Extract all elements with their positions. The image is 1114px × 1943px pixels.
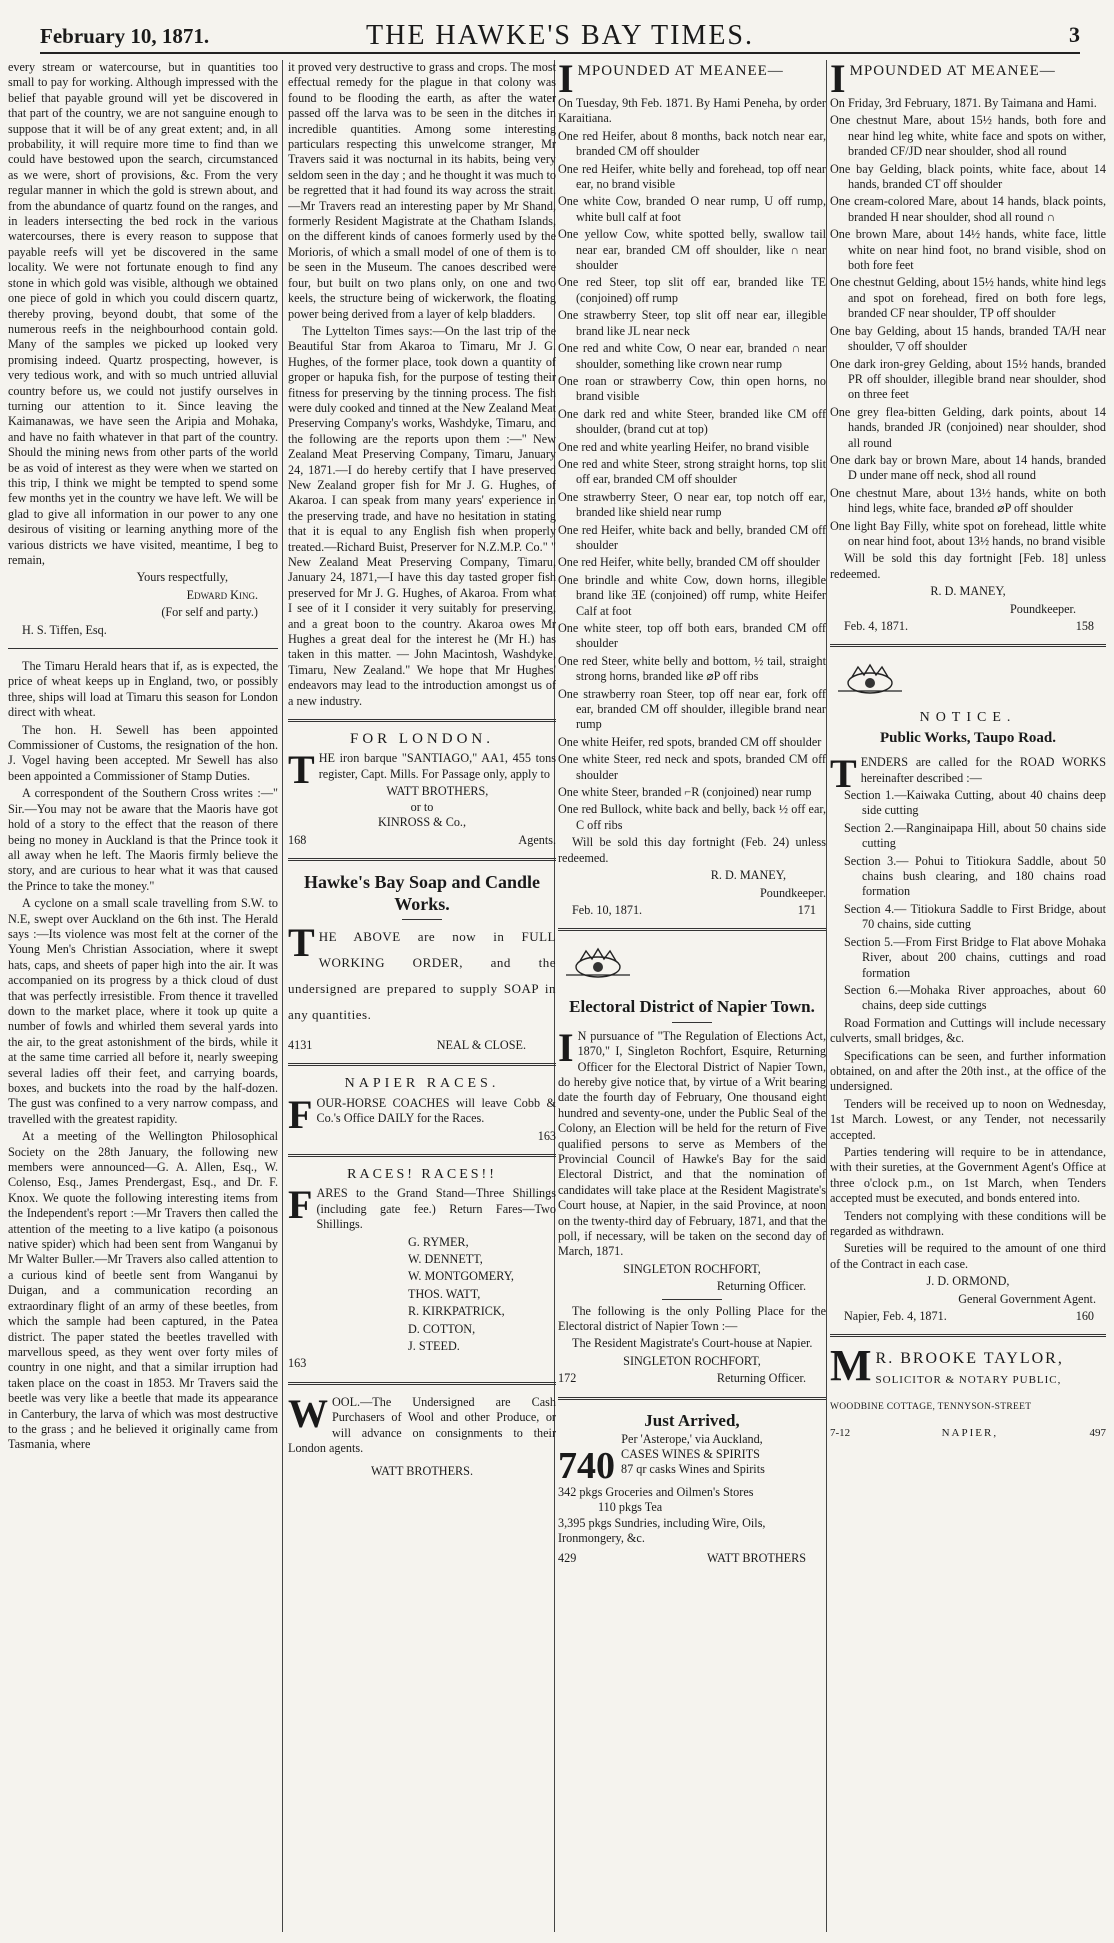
list-item: One chestnut Mare, about 15½ hands, both fore and near hind leg white, white face and spots on wither, branded CF/JD near shoulder, shod all round (830, 113, 1106, 159)
notice-date: Feb. 4, 1871. (844, 619, 908, 633)
sale-notice: Will be sold this day fortnight (Feb. 24) unless redeemed. (558, 835, 826, 865)
list-item: One strawberry roan Steer, top off near ear, fork off ear, branded CM off shoulder, illegible brand near rump (558, 686, 826, 732)
notice-intro: On Friday, 3rd February, 1871. By Taimana and Hami. (830, 96, 1097, 110)
letter-party: (For self and party.) (161, 605, 258, 620)
drop-cap: W (288, 1390, 328, 1436)
divider (830, 644, 1106, 647)
list-item: One red Steer, white belly and bottom, ½ tail, straight strong horns, branded like ⌀P off ribs (558, 653, 826, 684)
newspaper-title: THE HAWKE'S BAY TIMES. (366, 20, 754, 51)
officer-title: Returning Officer. (716, 1371, 806, 1386)
ad-for-london (288, 732, 556, 848)
agent-name: WATT BROTHERS, (386, 784, 489, 799)
ad-line: CASES WINES & SPIRITS (621, 1447, 760, 1462)
impounded-notice-feb9 (558, 60, 826, 918)
divider (662, 1299, 722, 1300)
solicitor-address: WOODBINE COTTAGE, TENNYSON-STREET (830, 1402, 1032, 1413)
notice-paragraph: Parties tendering will require to be in attendance, with their sureties, at the Government Agent's Office at three o'clock p.m., on 1st March, when Tenders accepted must be executed, and bonds entered into. (830, 1144, 1106, 1206)
agent-or: or to (410, 799, 434, 814)
ad-body: ARES to the Grand Stand—Three Shillings (including gate fee.) Return Fares—Two Shillings. (316, 1186, 556, 1232)
ad-title: FOR LONDON. (349, 731, 494, 748)
list-item: One red Heifer, white belly and forehead, top off near ear, no brand visible (558, 161, 826, 192)
drop-cap: M (830, 1341, 872, 1391)
ad-title: Hawke's Bay Soap and Candle Works. (303, 871, 541, 914)
polling-place: The Resident Magistrate's Court-house at Napier. (572, 1336, 813, 1351)
drop-cap: F (288, 1182, 313, 1228)
list-item: One red Heifer, white back and belly, branded CM off shoulder (558, 522, 826, 552)
ad-brooke-taylor (830, 1341, 1106, 1441)
ad-firm: NEAL & CLOSE. (436, 1037, 526, 1052)
impounded-list (558, 129, 826, 833)
list-item: One light Bay Filly, white spot on forehead, little white on near hind foot, about 13½ hands, no brand visible (830, 518, 1106, 548)
ad-number: 160 (1075, 1309, 1094, 1324)
divider (558, 1397, 826, 1400)
divider (558, 928, 826, 931)
committee-member: W. MONTGOMERY, (408, 1269, 514, 1284)
list-item: One red and white yearling Heifer, no brand visible (558, 439, 809, 454)
notice-body: ENDERS are called for the ROAD WORKS hereinafter described :— (860, 755, 1106, 785)
committee-member: J. STEED. (408, 1339, 460, 1353)
drop-cap: I (558, 1024, 574, 1070)
impounded-list (830, 113, 1106, 549)
divider (8, 648, 278, 649)
ad-number: 158 (1075, 619, 1094, 633)
notice-date: Feb. 10, 1871. (572, 902, 643, 917)
notice-title: NOTICE. (919, 709, 1017, 725)
column-rule (282, 60, 283, 1932)
ad-subtitle: Per 'Asterope,' via Auckland, (621, 1431, 763, 1446)
ad-wool (288, 1390, 556, 1480)
article-beetle-continued: it proved very destructive to grass and crops. The most effectual remedy for the plague in that colony was found to be flooding the earth, as after the water passed off the larva was to be seen in the ditches in incredible quantities. Among some interesting particulars respecting this unwelcome stranger, Mr Travers said it was nocturnal in its habits, being very seldom seen in the day ; and he thought it was much to be regretted that it had found its way across the strait.—Mr Travers read an interesting paper by Mr Shand, formerly Resident Magistrate at the Chatham Islands, on the different kinds of canoes formerly used by the Morioris, of which a small model of one of them is to be seen in the Museum. The canoes described were four, but built on two plans only, on one and two keels, the structure being of wickerwork, the floating power being derived from a layer of kelp bladders. (288, 60, 556, 321)
ad-just-arrived (558, 1410, 826, 1566)
ad-napier-races (288, 1076, 556, 1144)
list-item: One dark bay or brown Mare, about 14 hands, branded D under mane off neck, shod all round (830, 452, 1106, 483)
committee-member: W. DENNETT, (408, 1251, 483, 1266)
poundkeeper-title: Poundkeeper. (1009, 601, 1076, 616)
list-item: One red and white Steer, strong straight horns, top slit off ear, branded CM off shoulder (558, 456, 826, 487)
ad-line: 342 pkgs Groceries and Oilmen's Stores (558, 1485, 754, 1500)
list-item: One brown Mare, about 14½ hands, white face, little white on near hind foot, no brand visible, shod on both fore feet (830, 227, 1106, 273)
notice-paragraph: Specifications can be seen, and further information obtained, on and after the 20th inst., at the office of the undersigned. (830, 1048, 1106, 1094)
royal-crest-icon (830, 663, 910, 697)
ad-title: Just Arrived, (644, 1410, 740, 1430)
committee-member: THOS. WATT, (408, 1286, 481, 1301)
section-item: Section 2.—Ranginaipapa Hill, about 50 chains side cutting (844, 820, 1106, 851)
ad-big-number: 740 (558, 1445, 615, 1488)
ad-races-fares (288, 1167, 556, 1372)
letter-closing: Yours respectfully, (136, 570, 228, 585)
article-maori-story: A correspondent of the Southern Cross writes :—" Sir.—You may not be aware that the Maoris have got hold of a story to the effect that the reason of there being no money in Auckland is that the Prince took it all away when he left. The Maoris firmly believe the story, and are curious to hear what it was that caused the Prince to take the money." (8, 786, 278, 893)
agent-title: General Government Agent. (958, 1291, 1096, 1306)
notice-title: MPOUNDED AT MEANEE— (849, 63, 1056, 79)
notice-subtitle: Public Works, Taupo Road. (879, 730, 1057, 747)
list-item: One white Steer, branded ⌐R (conjoined) near rump (558, 785, 812, 800)
poundkeeper-title: Poundkeeper. (759, 885, 826, 900)
divider (288, 1154, 556, 1157)
list-item: One red Steer, top slit off ear, branded like TE (conjoined) off rump (558, 275, 826, 305)
ad-number: 171 (797, 902, 816, 917)
divider (402, 919, 442, 920)
column-3 (558, 60, 826, 1932)
section-item: Section 6.—Mohaka River approaches, about 60 chains, deep side cuttings (844, 982, 1106, 1013)
notice-paragraph: Road Formation and Cuttings will include necessary culverts, small bridges, &c. (830, 1015, 1106, 1046)
divider (288, 719, 556, 722)
column-1 (8, 60, 278, 1932)
column-4 (830, 60, 1106, 1932)
list-item: One dark iron-grey Gelding, about 15½ hands, branded PR off shoulder, illegible brand near shoulder, shod on three feet (830, 356, 1106, 402)
ad-number: 168 (288, 832, 307, 847)
list-item: One dark red and white Steer, branded like CM off shoulder, (brand cut at top) (558, 406, 826, 437)
list-item: One brindle and white Cow, down horns, illegible brand like ƎE (conjoined) off rump, white Heifer Calf at foot (558, 572, 826, 618)
column-2 (288, 60, 556, 1932)
list-item: One chestnut Mare, about 13½ hands, white on both hind legs, white face, branded ⌀P off shoulder (830, 485, 1106, 516)
issue-date: February 10, 1871. (40, 24, 210, 48)
electoral-notice (558, 996, 826, 1387)
officer-name: SINGLETON ROCHFORT, (623, 1353, 761, 1368)
notice-paragraph: Sureties will be required to the amount of one third of the Contract in each case. (830, 1241, 1106, 1271)
notice-intro: On Tuesday, 9th Feb. 1871. By Hami Peneha, by order Karaitiana. (558, 96, 826, 126)
divider (288, 1063, 556, 1066)
notice-paragraph: Tenders will be received up to noon on Wednesday, 1st March. Lowest, or any Tender, not necessarily accepted. (830, 1096, 1106, 1142)
divider (288, 858, 556, 861)
article-wheat: The Timaru Herald hears that if, as is expected, the price of wheat keeps up in England, two, or possibly three, ships will load at Timaru this season for London direct with wheat. (8, 659, 278, 720)
list-item: One red Heifer, white belly, branded CM off shoulder (558, 555, 820, 570)
solicitor-name: R. BROOKE TAYLOR, (875, 1350, 1064, 1368)
committee-list (288, 1235, 556, 1355)
ad-line: 3,395 pkgs Sundries, including Wire, Oils, Ironmongery, &c. (558, 1515, 766, 1546)
sections-list (830, 788, 1106, 1014)
ad-line: 110 pkgs Tea (598, 1500, 663, 1515)
article-cyclone: A cyclone on a small scale travelling from S.W. to N.E, swept over Auckland on the 6th inst. The Herald says :—Its violence was most felt at the corner of the Young Men's Christian Association, where it swept hats, caps, and sheets of paper high into the air. It was accompanied on its progress by a thick cloud of dust that was perfectly irresistible. From thence it travelled down to the market place, where it took up quite a number of fowls and whirled them several yards into the air, to the great astonishment of the birds, while it at the same time carried all before it, nearly sweeping several ladies off their feet, and carrying boards, boxes, and buckets into the road by the half-dozen. The gust was confined to a very narrow compass, and travelled with the greatest rapidity. (8, 896, 278, 1126)
notice-title: Electoral District of Napier Town. (569, 996, 815, 1016)
divider (672, 1022, 712, 1023)
list-item: One strawberry Steer, top slit off near ear, illegible brand like JL near neck (558, 308, 826, 338)
list-item: One roan or strawberry Cow, thin open horns, no brand visible (558, 373, 826, 404)
list-item: One strawberry Steer, O near ear, top notch off ear, branded like shield near rump (558, 489, 826, 520)
list-item: One yellow Cow, white spotted belly, swallow tail near ear, branded CM off shoulder, like ∩ near shoulder (558, 227, 826, 273)
divider (830, 1334, 1106, 1337)
royal-crest-icon (558, 947, 638, 981)
letter-addressee: H. S. Tiffen, Esq. (22, 622, 107, 637)
ad-firm: WATT BROTHERS (707, 1550, 806, 1565)
list-item: One white Steer, red neck and spots, branded CM off shoulder (558, 752, 826, 782)
drop-cap: T (288, 747, 315, 793)
list-item: One grey flea-bitten Gelding, dark points, about 14 hands, branded JR (conjoined) near shoulder, shod all round (830, 404, 1106, 450)
solicitor-title: SOLICITOR & NOTARY PUBLIC, (875, 1373, 1062, 1386)
list-item: One white Heifer, red spots, branded CM off shoulder (558, 734, 822, 749)
divider (288, 1382, 556, 1385)
agent-name: KINROSS & Co., (377, 815, 467, 830)
impounded-notice-feb3 (830, 60, 1106, 634)
notice-paragraph: Tenders not complying with these conditions will be regarded as withdrawn. (830, 1208, 1106, 1238)
drop-cap: I (558, 60, 574, 101)
poundkeeper-name: R. D. MANEY, (930, 584, 1006, 599)
list-item: One chestnut Gelding, about 15½ hands, white hind legs and spot on forehead, fired on both fore legs, branded CF near shoulder, TP off shoulder (830, 275, 1106, 321)
letter-signature: Edward King. (186, 587, 258, 602)
committee-member: R. KIRKPATRICK, (408, 1304, 505, 1319)
ad-body: OOL.—The Undersigned are Cash Purchasers of Wool and other Produce, or will advance on consignments to their London agents. (288, 1394, 556, 1456)
ad-code: 7-12 (830, 1426, 851, 1439)
drop-cap: F (288, 1091, 313, 1137)
section-item: Section 1.—Kaiwaka Cutting, about 40 chains deep side cutting (844, 788, 1106, 818)
notice-title: MPOUNDED AT MEANEE— (577, 63, 784, 79)
list-item: One cream-colored Mare, about 14 hands, black points, branded H near shoulder, shod all round ∩ (830, 194, 1106, 224)
ad-firm: WATT BROTHERS. (370, 1464, 474, 1479)
ad-body: HE iron barque "SANTIAGO," AA1, 455 tons register, Capt. Mills. For Passage only, apply to (318, 751, 556, 781)
list-item: One red Bullock, white back and belly, back ½ off ear, C off ribs (558, 802, 826, 832)
list-item: One white Cow, branded O near rump, U off rump, white bull calf at foot (558, 194, 826, 224)
list-item: One bay Gelding, black points, white face, about 14 hands, branded CT off shoulder (830, 161, 1106, 192)
ad-number: 163 (288, 1356, 307, 1371)
section-item: Section 5.—From First Bridge to Flat above Mohaka River, about 200 chains, cuttings and road formation (844, 934, 1106, 980)
ad-number: 429 (558, 1550, 577, 1565)
ad-town: NAPIER, (941, 1426, 999, 1439)
ad-body: OUR-HORSE COACHES will leave Cobb & Co.'s Office DAILY for the Races. (316, 1095, 556, 1126)
ad-soap-works (288, 871, 556, 1053)
committee-member: D. COTTON, (408, 1321, 476, 1336)
section-item: Section 4.— Titiokura Saddle to First Bridge, about 70 chains, side cutting (844, 901, 1106, 932)
notice-date: Napier, Feb. 4, 1871. (844, 1309, 947, 1324)
officer-name: SINGLETON ROCHFORT, (623, 1261, 761, 1276)
officer-title: Returning Officer. (716, 1279, 806, 1294)
ad-body: HE ABOVE are now in FULL WORKING ORDER, and the undersigned are prepared to supply SOAP in any quantities. (288, 928, 556, 1022)
drop-cap: I (830, 60, 846, 101)
ad-number: 163 (537, 1128, 556, 1143)
section-item: Section 3.— Pohui to Titiokura Saddle, about 50 chains bush clearing, and 180 chains road formation (844, 853, 1106, 899)
list-item: One red and white Cow, O near ear, branded ∩ near shoulder, something like crown near rump (558, 341, 826, 371)
agent-name: J. D. ORMOND, (926, 1274, 1010, 1289)
ad-number: 4131 (288, 1037, 313, 1052)
page-number: 3 (1069, 22, 1080, 47)
ad-agents: Agents. (518, 832, 556, 847)
list-item: One bay Gelding, about 15 hands, branded TA/H near shoulder, ▽ off shoulder (830, 323, 1106, 354)
ad-number: 172 (558, 1371, 577, 1386)
tender-notice (830, 710, 1106, 1325)
masthead (40, 14, 1080, 54)
ad-title: NAPIER RACES. (344, 1076, 500, 1092)
polling-intro: The following is the only Polling Place for the Electoral district of Napier Town :— (558, 1303, 826, 1334)
poundkeeper-name: R. D. MANEY, (710, 868, 786, 883)
notice-body: N pursuance of "The Regulation of Elections Act, 1870," I, Singleton Rochfort, Esquire, Returning Officer for the Electoral District of Napier Town, do hereby give notice that, by virtue of a Writ bearing date the fourth day of February, One thousand eight hundred and seventy-one, under the Public Seal of the Colony, an Election will be held for the return of Five qualified persons to serve as Members of the Provincial Council of Hawke's Bay for the said Electoral District, and that the nomination of candidates will take place at the Resident Magistrate's Court house, at Napier, in the said Province, at noon on the twenty-third day of February, 1871, and that the poll, if necessary, will be taken on the second day of March, 1871. (558, 1028, 826, 1259)
drop-cap: T (830, 751, 857, 797)
article-philosophical-society: At a meeting of the Wellington Philosophical Society on the 28th January, the following new members were announced—G. A. Allen, Esq., W. Colenso, Esq., James Prendergast, Esq., and Dr. F. Knox. We quote the following interesting items from the Independent's report :—Mr Travers then called the attention of the meeting to a live katipo (a poisonous native spider) which had been sent from Wanganui by Mr Walter Buller.—Mr Travers also called attention to a curious kind of beetle sent from Wanganui by Duigan, and a communication recording an extraordinary flight of an army of these beetles, from which the sample had been captured, in the Patea district. The paper stated the beetles travelled with marvellous speed, as they went over forty miles of country in one night, and that a similar irruption had taken place on the coast in 1853. Mr Travers said the beetle was very like a beetle that made its appearance in Canterbury, the larva of which was most destructive to the grass ; and he believed it originally came from Tasmania, where (8, 1129, 278, 1452)
list-item: One white steer, top off both ears, branded CM off shoulder (558, 621, 826, 651)
column-rule (826, 60, 827, 1932)
list-item: One red Heifer, about 8 months, back notch near ear, branded CM off shoulder (558, 128, 826, 159)
sale-notice: Will be sold this day fortnight [Feb. 18] unless redeemed. (830, 551, 1106, 581)
article-gold-letter: every stream or watercourse, but in quantities too small to pay for working. Although impressed with the belief that payable ground will yet be discovered in that part of the country, we are not sanguine enough to suppose that it will be of any great extent; and, in all probability, it will require more time to find than we could have bestowed upon the search, circumstanced as we were, short of provisions, &c. From the very regular manner in which the gold is strewn about, and from the abundance of quartz found on the ranges, and in leaders intersecting the bed rock in the various watercourses, there is every reason to suppose that payable reefs will yet be discovered in the same locality. We were not fortunate enough to find any stone in which gold was visible, although we obtained one piece of gold in which you could discern quartz, thereby proving, beyond doubt, that some of the numerous reefs in the neighbourhood contain gold. Many of the samples we picked up looked very promising indeed. Quartz prospecting, however, is very tedious work, and with so much untried alluvial country before us, we could not justify ourselves in turning our attention to it. Since leaving the Kaimanawas, we have seen the Aripia and Mohaka, and have no faith whatever in that part of the country. Should the mining news from other parts of the world be as void of interest as they were when we started on this trip, I think we might be tempted to spend some few months yet in the country we have left. We will be glad to give all information in our power to any one desirous of visiting or learning anything more of the various districts we have visited, meantime, I beg to remain, (8, 60, 278, 567)
ad-title: RACES! RACES!! (347, 1166, 497, 1182)
drop-cap: T (288, 919, 315, 965)
article-sewell: The hon. H. Sewell has been appointed Commissioner of Customs, the resignation of the hon. J. Vogel having been accepted. Mr Sewell has also been appointed a Commissioner of Stamp Duties. (8, 722, 278, 783)
ad-line: 87 qr casks Wines and Spirits (621, 1462, 765, 1477)
article-groper-fish: The Lyttelton Times says:—On the last trip of the Beautiful Star from Akaroa to Timaru, Mr J. G. Hughes, of the former place, took down a quantity of groper or hapuka fish, for the purpose of testing their fitness for preserving by the tinning process. The fish were duly cooked and tinned at the New Zealand Meat Preserving Company's works, Washdyke, Timaru, and the following are the reports upon them :—" New Zealand Meat Preserving Company, Timaru, January 24, 1871.—I do hereby certify that I have preserved New Zealand groper fish for Mr J. G. Hughes, of Akaroa. I can speak from many years' experience in the preserving trade, and have no hesitation in stating that it is equal to any English fish when properly treated.—Richard Buist, Preserver for N.Z.M.P. Co." " New Zealand Meat Preserving Company, Timaru, January 24, 1871,—I have this day tasted groper fish preserved for Mr J. G. Hughes, of Akaroa. From what I see of it I consider it very suitably for preserving, and a great boon to the country. Akaroa owes Mr Hughes a great deal for the interest he (Mr H.) has taken in this matter. — John Macintosh, Washdyke, Timaru, New Zealand." We hope that Mr Hughes' endeavors may lead to the introduction amongst us of a new industry. (288, 323, 556, 708)
committee-member: G. RYMER, (408, 1234, 469, 1249)
ad-number: 497 (1089, 1426, 1106, 1439)
